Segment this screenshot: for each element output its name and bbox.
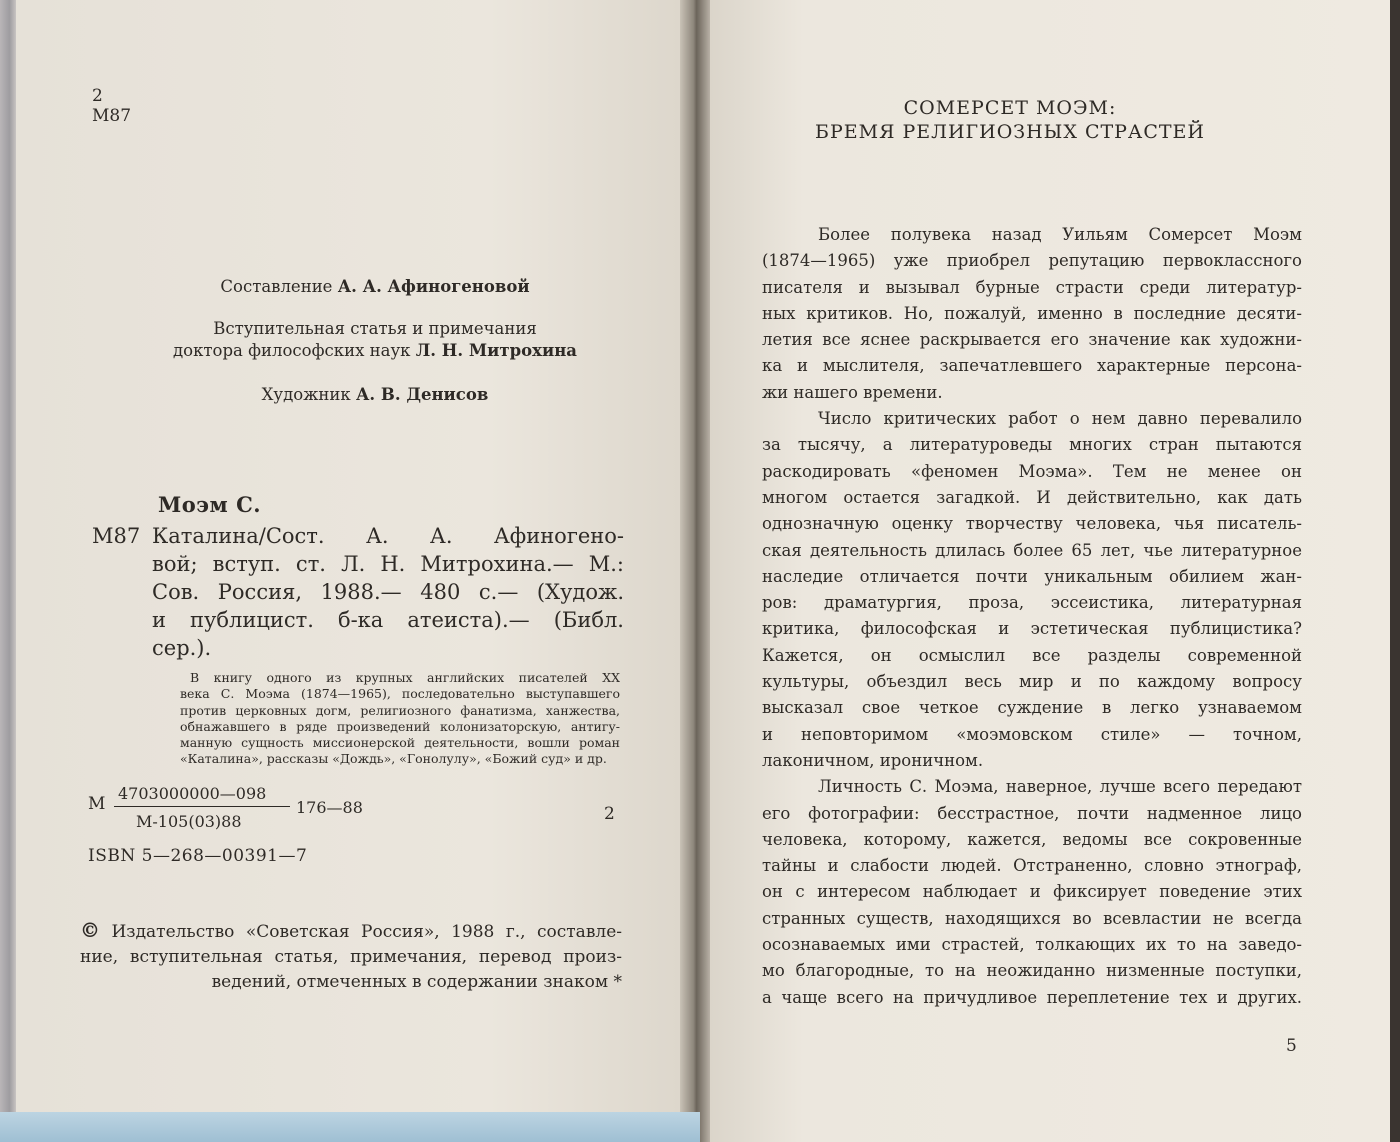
bibliographic-entry: Каталина/Сост. А. А. Афиногено- вой; вступ. ст. Л. Н. Митрохина.— М.: Сов. Россия, 1988.— 480 с.— (Худож. и публицист. б-ка атеиста).— (Библ. сер.). bbox=[152, 524, 624, 660]
compiler-credit: Составление А. А. Афиногеновой bbox=[220, 277, 530, 296]
catalog-mark bbox=[92, 86, 131, 126]
chapter-heading: СОМЕРСЕТ МОЭМ: БРЕМЯ РЕЛИГИОЗНЫХ СТРАСТЕЙ bbox=[815, 97, 1205, 143]
paragraph-3: Личность С. Моэма, наверное, лучше всего передают его фотографии: бесстрастное, почти надменное лицо человека, которому, кажется, ведомы все сокровенные тайны и слабости людей. Отстраненно, словно этнограф, он с интересом наблюдает и фиксирует поведение этих странных существ, находящихся во всевластии не всегда осознаваемых ими страстей, толкающих их то на заведо- мо благородные, то на неожиданно низменные поступки, а чаще всего на причудливое переплетение тех и других. bbox=[762, 777, 1302, 1007]
paragraph-1: Более полувека назад Уильям Сомерсет Моэм (1874—1965) уже приобрел репутацию первоклассного писателя и вызывал бурные страсти среди литератур- ных критиков. Но, пожалуй, именно в последние десяти- летия все яснее раскрывается его значение как художни- ка и мыслителя, запечатлевшего характерные персона- жи нашего времени. bbox=[762, 225, 1302, 402]
fraction-line bbox=[114, 806, 290, 807]
isbn: ISBN 5—268—00391—7 bbox=[88, 846, 308, 866]
intro-credit: Вступительная статья и примечания доктора философских наук Л. Н. Митрохина bbox=[172, 319, 577, 360]
book-gutter bbox=[680, 0, 710, 1142]
copyright-symbol: © bbox=[80, 918, 100, 942]
copyright-notice: © Издательство «Советская Россия», 1988 г., составле- ние, вступительная статья, примечания, перевод произ- ведений, отмеченных в содержании знаком * bbox=[80, 918, 622, 992]
index-denominator: М-105(03)88 bbox=[136, 812, 242, 831]
index-tail: 176—88 bbox=[296, 798, 363, 817]
annotation: В книгу одного из крупных английских писателей XX века С. Моэма (1874—1965), последовательно выступавшего против церковных догм, религиозного фанатизма, ханжества, обнажавшего в ряде произведений колонизаторскую, антигу- манную сущность миссионерской деятельности, вошли роман «Каталина», рассказы «Дождь», «Гонолулу», «Божий суд» и др. bbox=[180, 670, 620, 767]
entry-code: М87 bbox=[92, 524, 141, 548]
index-letter: М bbox=[88, 794, 106, 814]
catalog-code: М87 bbox=[92, 106, 132, 126]
entry-author: Моэм С. bbox=[158, 492, 262, 517]
index-numerator: 4703000000—098 bbox=[118, 784, 267, 803]
index-number: 2 bbox=[604, 804, 615, 824]
book-cover-edge bbox=[0, 1112, 700, 1142]
artist-credit: Художник А. В. Денисов bbox=[261, 385, 489, 404]
page-number: 5 bbox=[1286, 1036, 1297, 1056]
book-edge bbox=[0, 0, 16, 1142]
article-body bbox=[762, 222, 1302, 1011]
paragraph-2: Число критических работ о нем давно перевалило за тысячу, а литературоведы многих стран пытаются раскодировать «феномен Моэма». Тем не менее он многом остается загадкой. И действительно, как дать однозначную оценку творчеству человека, чья писатель- ская деятельность длилась более 65 лет, чье литературное наследие отличается почти уникальным обилием жан- ров: драматургия, проза, эссеистика, литературная критика, философская и эстетическая публицистика? Кажется, он осмыслил все разделы современной культуры, объездил весь мир и по каждому вопросу высказал свое четкое суждение в легко узнаваемом и неповторимом «моэмовском стиле» — точном, лаконичном, ироничном. bbox=[762, 409, 1302, 770]
catalog-number: 2 bbox=[92, 86, 103, 106]
